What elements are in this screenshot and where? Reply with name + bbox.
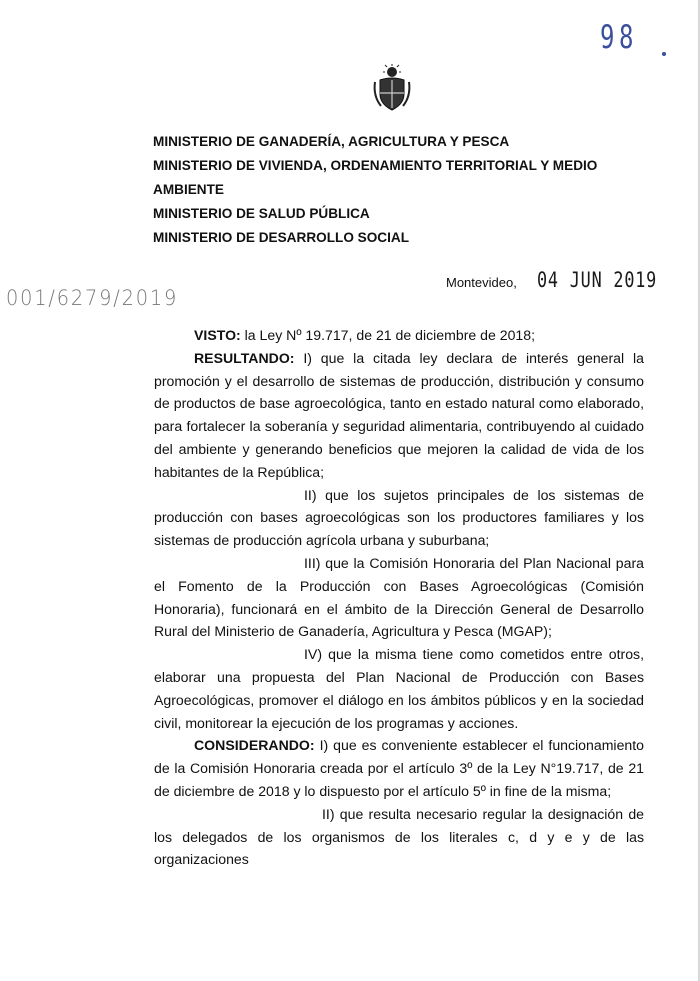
page-number-mark <box>662 52 666 56</box>
uruguay-coat-of-arms-icon <box>371 64 413 112</box>
considerando-label: CONSIDERANDO: <box>194 737 315 754</box>
visto-paragraph <box>154 324 644 347</box>
resultando-4-paragraph: IV) que la misma tiene como cometidos entre otros, elaborar una propuesta del Plan Nacional de Producción con Bases Agroecológicas, promover el diálogo en los ámbitos públicos y en la sociedad civil, monitorear la ejecución de los programas y acciones. <box>154 646 644 731</box>
ministry-line-1: MINISTERIO DE GANADERÍA, AGRICULTURA Y PESCA <box>153 134 510 149</box>
ministry-line-5: MINISTERIO DE DESARROLLO SOCIAL <box>153 230 410 245</box>
resultando-1-text: I) que la citada ley declara de interés general la promoción y el desarrollo de sistemas de producción, distribución y consumo de productos de base agroecológica, tanto en estado natural como elaborado, para fortalecer la soberanía y seguridad alimentaria, contribuyendo al cuidado del ambiente y generando beneficios que mejoren la calidad de vida de los habitantes de la República; <box>154 349 644 480</box>
date-stamp: 04 JUN 2019 <box>537 268 658 292</box>
resultando-3-paragraph: III) que la Comisión Honoraria del Plan Nacional para el Fomento de la Producción con Bases Agroecológicas (Comisión Honoraria), funcionará en el ámbito de la Dirección General de Desarrollo Rural del Ministerio de Ganadería, Agricultura y Pesca (MGAP); <box>154 554 644 640</box>
ministry-line-3: AMBIENTE <box>153 182 224 197</box>
visto-label: VISTO: <box>194 327 241 343</box>
resultando-2-paragraph: II) que los sujetos principales de los sistemas de producción con bases agroecológicas son los productores familiares y los sistemas de producción agrícola urbana y suburbana; <box>154 486 644 549</box>
considerando-2-paragraph: II) que resulta necesario regular la designación de los delegados de los organismos de los literales c, d y e y de las organizaciones <box>154 805 644 868</box>
place-date <box>446 268 687 292</box>
ministries-header <box>153 130 623 250</box>
visto-text: la Ley Nº 19.717, de 21 de diciembre de 2018; <box>240 327 536 343</box>
considerando-1-text: I) que es conveniente establecer el funcionamiento de la Comisión Honoraria creada por el artículo 3º de la Ley N°19.717, de 21 de diciembre de 2018 y lo dispuesto por el artículo 5º in fine de la misma; <box>154 737 644 799</box>
ministry-line-2: MINISTERIO DE VIVIENDA, ORDENAMIENTO TERRITORIAL Y MEDIO <box>153 158 598 173</box>
page-number: 98 <box>600 18 638 56</box>
resultando-1-paragraph <box>154 347 644 484</box>
document-body <box>154 324 644 871</box>
ministry-line-4: MINISTERIO DE SALUD PÚBLICA <box>153 206 370 221</box>
resultando-label: RESULTANDO: <box>194 349 295 366</box>
handwritten-reference-number: 001/6279/2019 <box>6 286 179 310</box>
considerando-1-paragraph <box>154 734 644 802</box>
place-label: Montevideo, <box>446 275 517 290</box>
